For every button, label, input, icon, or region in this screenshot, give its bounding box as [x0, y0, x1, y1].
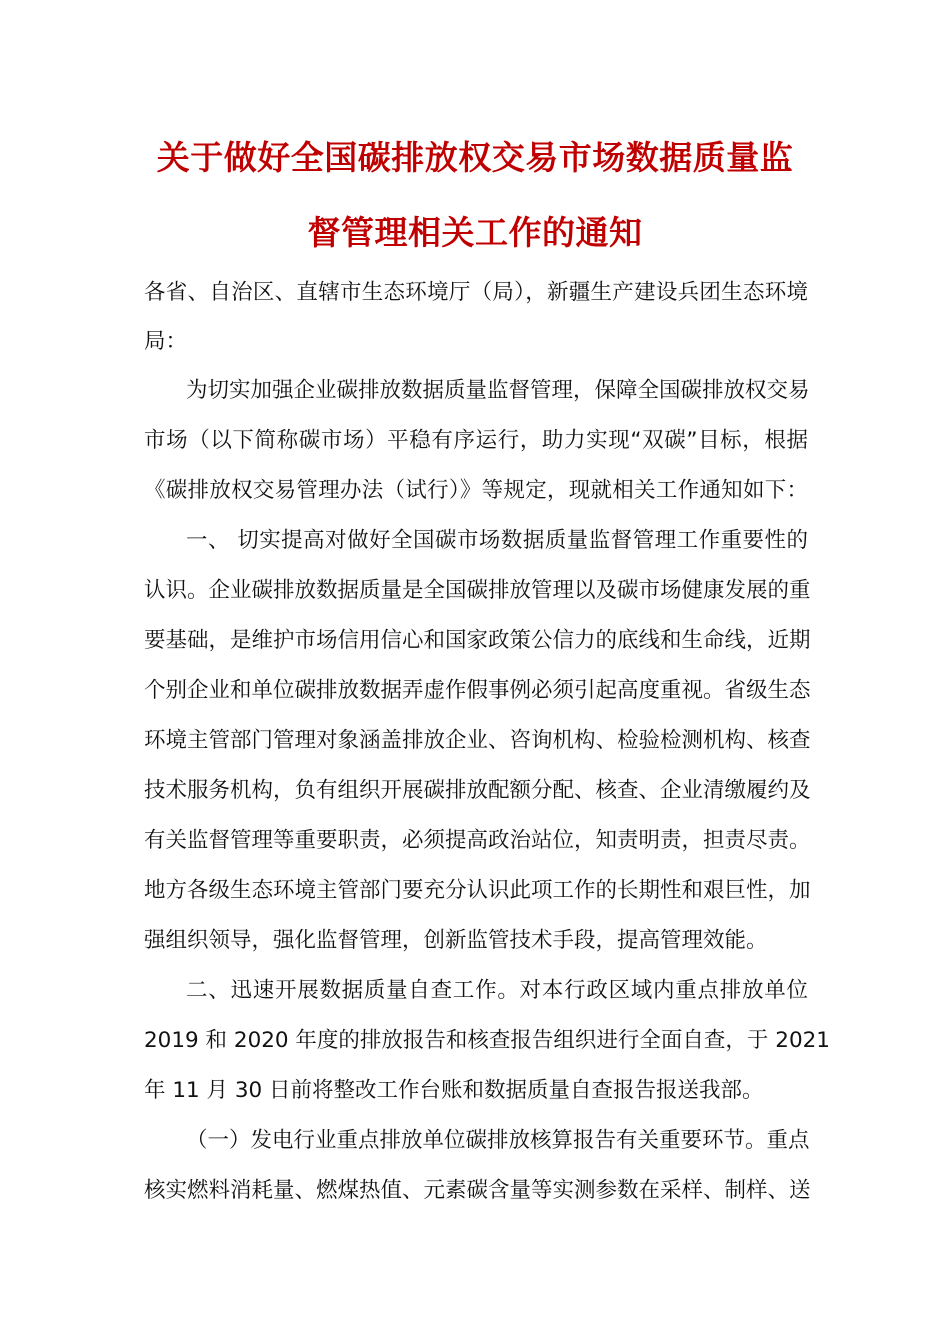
body-line: 强组织领导，强化监督管理，创新监管技术手段，提高管理效能。: [144, 928, 768, 953]
body-line: 年 11 月 30 日前将整改工作台账和数据质量自查报告报送我部。: [144, 1078, 764, 1103]
body-line: （一）发电行业重点排放单位碳排放核算报告有关重要环节。重点: [186, 1128, 810, 1153]
body-line: 认识。企业碳排放数据质量是全国碳排放管理以及碳市场健康发展的重: [144, 578, 811, 603]
document-title-line-2: 督管理相关工作的通知: [307, 213, 643, 252]
body-line: 二、迅速开展数据质量自查工作。对本行政区域内重点排放单位: [186, 978, 808, 1003]
document-title-line-1: 关于做好全国碳排放权交易市场数据质量监: [156, 138, 794, 177]
body-line: 为切实加强企业碳排放数据质量监督管理，保障全国碳排放权交易: [186, 378, 810, 403]
body-line: 个别企业和单位碳排放数据弄虚作假事例必须引起高度重视。省级生态: [144, 678, 811, 703]
body-line: 一、 切实提高对做好全国碳市场数据质量监督管理工作重要性的: [186, 528, 808, 553]
body-line: 局：: [144, 329, 188, 354]
body-line: 环境主管部门管理对象涵盖排放企业、咨询机构、检验检测机构、核查: [144, 728, 811, 753]
body-line: 地方各级生态环境主管部门要充分认识此项工作的长期性和艰巨性，加: [144, 878, 811, 903]
body-line: 《碳排放权交易管理办法（试行）》等规定，现就相关工作通知如下：: [144, 478, 808, 503]
body-line: 各省、自治区、直辖市生态环境厅（局），新疆生产建设兵团生态环境: [144, 280, 808, 305]
body-line: 核实燃料消耗量、燃煤热值、元素碳含量等实测参数在采样、制样、送: [144, 1178, 811, 1203]
body-line: 技术服务机构，负有组织开展碳排放配额分配、核查、企业清缴履约及: [144, 778, 811, 803]
body-line: 市场（以下简称碳市场）平稳有序运行，助力实现“双碳”目标，根据: [144, 428, 808, 453]
body-line: 2019 和 2020 年度的排放报告和核查报告组织进行全面自查，于 2021: [144, 1028, 830, 1053]
body-line: 有关监督管理等重要职责，必须提高政治站位，知责明责，担责尽责。: [144, 828, 811, 853]
body-line: 要基础，是维护市场信用信心和国家政策公信力的底线和生命线，近期: [144, 628, 811, 653]
